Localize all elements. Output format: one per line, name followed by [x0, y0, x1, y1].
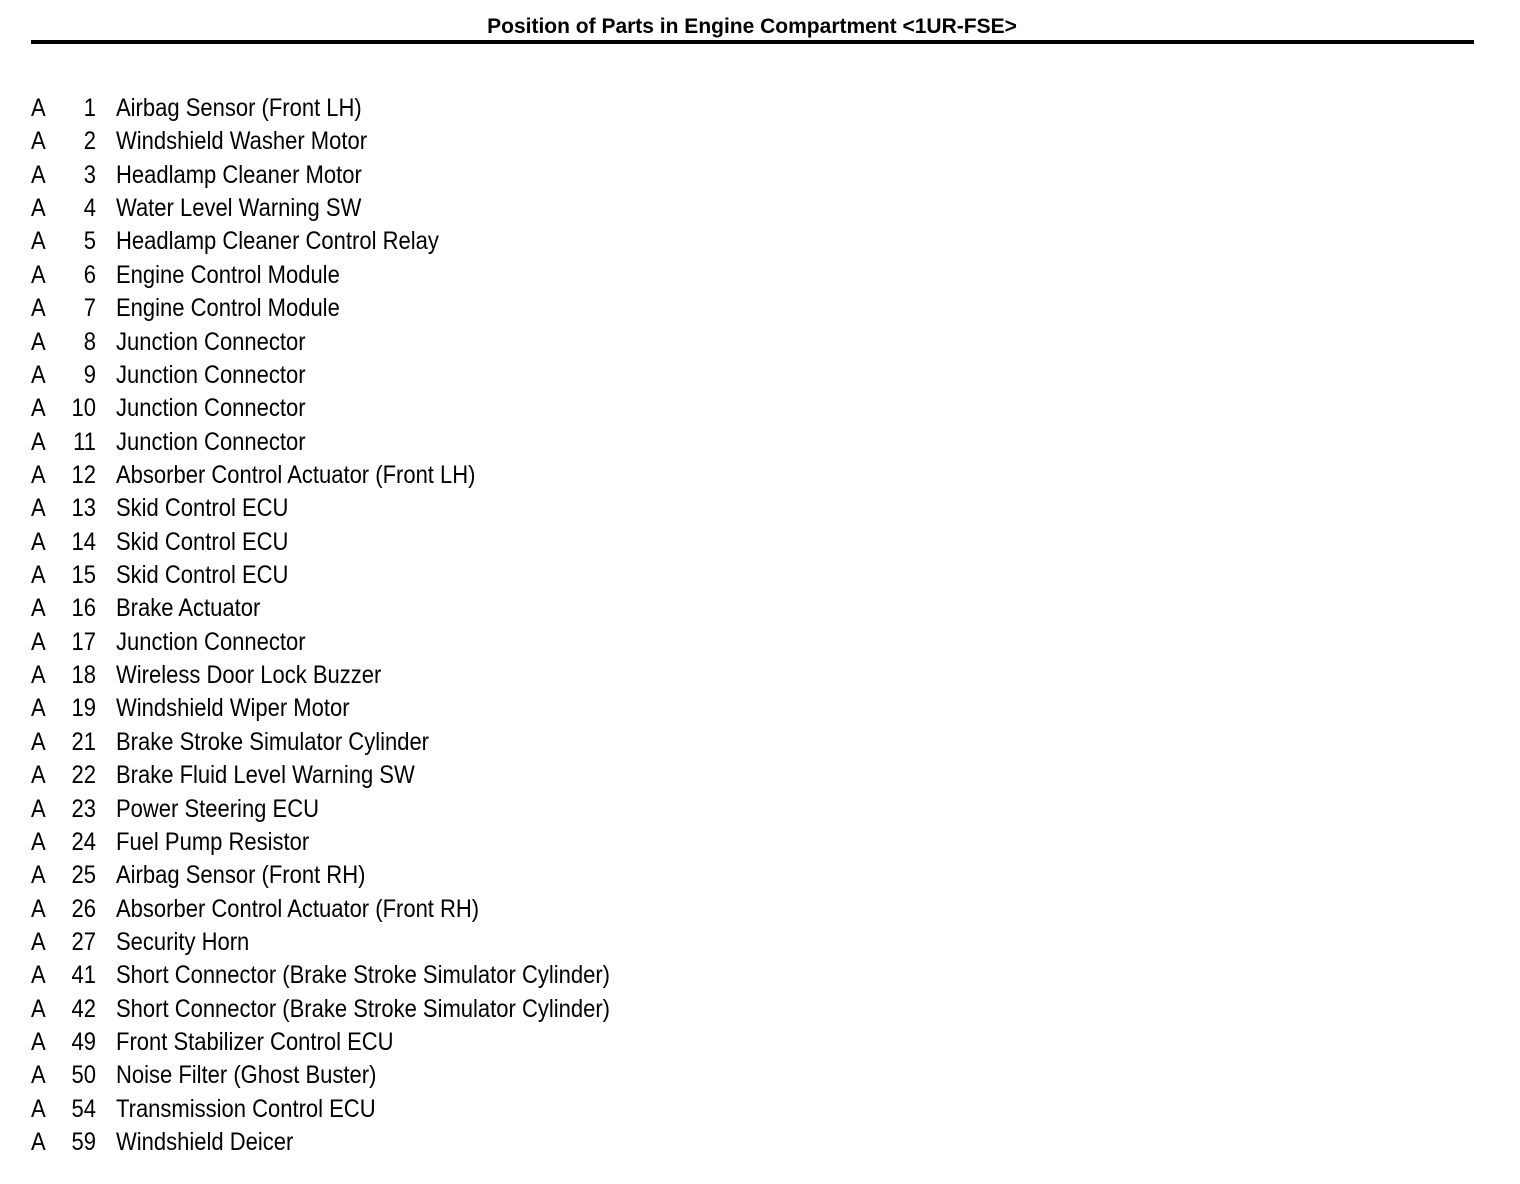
part-row: [0, 125, 900, 158]
part-code: A: [31, 1028, 46, 1057]
part-number: 50: [71, 1061, 96, 1090]
part-row: [0, 859, 900, 892]
part-row: [0, 659, 900, 692]
part-number: 23: [71, 794, 96, 823]
part-name: Engine Control Module: [116, 260, 340, 289]
part-code: A: [31, 694, 46, 723]
part-code: A: [31, 927, 46, 956]
part-row: [0, 993, 900, 1026]
part-code: A: [31, 1061, 46, 1090]
part-number: 5: [83, 227, 96, 256]
part-row: [0, 959, 900, 992]
part-code: A: [31, 594, 46, 623]
part-code: A: [31, 327, 46, 356]
part-row: [0, 1126, 900, 1159]
part-name: Absorber Control Actuator (Front RH): [116, 894, 480, 923]
part-number: 25: [71, 861, 96, 890]
part-number: 15: [71, 561, 96, 590]
part-code: A: [31, 160, 46, 189]
part-row: [0, 559, 900, 592]
part-code: A: [31, 127, 46, 156]
part-code: A: [31, 1094, 46, 1123]
part-number: 18: [71, 661, 96, 690]
part-name: Headlamp Cleaner Control Relay: [116, 227, 439, 256]
part-row: [0, 526, 900, 559]
part-code: A: [31, 727, 46, 756]
part-number: 54: [71, 1094, 96, 1123]
part-row: [0, 92, 900, 125]
part-number: 26: [71, 894, 96, 923]
part-number: 9: [83, 360, 96, 389]
part-row: [0, 793, 900, 826]
part-number: 59: [71, 1128, 96, 1157]
part-name: Skid Control ECU: [116, 561, 289, 590]
part-row: [0, 392, 900, 425]
part-code: A: [31, 194, 46, 223]
part-name: Skid Control ECU: [116, 494, 289, 523]
part-row: [0, 159, 900, 192]
part-number: 1: [83, 94, 96, 122]
part-name: Water Level Warning SW: [116, 194, 362, 223]
part-code: A: [31, 394, 46, 423]
part-number: 3: [83, 160, 96, 189]
part-row: [0, 826, 900, 859]
part-name: Power Steering ECU: [116, 794, 319, 823]
part-code: A: [31, 861, 46, 890]
part-code: A: [31, 94, 46, 122]
title-divider: [31, 40, 1474, 44]
part-number: 17: [71, 627, 96, 656]
part-name: Brake Stroke Simulator Cylinder: [116, 727, 430, 756]
part-name: Front Stabilizer Control ECU: [116, 1028, 394, 1057]
parts-list: [0, 92, 900, 1160]
part-code: A: [31, 761, 46, 790]
part-code: A: [31, 661, 46, 690]
part-row: [0, 726, 900, 759]
part-code: A: [31, 460, 46, 489]
part-code: A: [31, 360, 46, 389]
part-code: A: [31, 994, 46, 1023]
part-name: Short Connector (Brake Stroke Simulator Cylinder): [116, 994, 610, 1023]
part-name: Junction Connector: [116, 327, 306, 356]
part-code: A: [31, 961, 46, 990]
part-row: [0, 492, 900, 525]
part-code: A: [31, 827, 46, 856]
page-title: Position of Parts in Engine Compartment <1UR-FSE>: [487, 15, 1017, 38]
part-number: 42: [71, 994, 96, 1023]
part-name: Windshield Washer Motor: [116, 127, 368, 156]
part-code: A: [31, 561, 46, 590]
part-number: 12: [71, 460, 96, 489]
part-number: 21: [71, 727, 96, 756]
part-number: 13: [71, 494, 96, 523]
part-name: Brake Actuator: [116, 594, 261, 623]
part-row: [0, 692, 900, 725]
part-row: [0, 326, 900, 359]
part-row: [0, 359, 900, 392]
part-number: 41: [71, 961, 96, 990]
part-row: [0, 192, 900, 225]
part-name: Junction Connector: [116, 394, 306, 423]
part-row: [0, 759, 900, 792]
part-number: 19: [71, 694, 96, 723]
part-row: [0, 1059, 900, 1092]
part-name: Skid Control ECU: [116, 527, 289, 556]
part-code: A: [31, 1128, 46, 1157]
part-number: 16: [71, 594, 96, 623]
part-name: Security Horn: [116, 927, 250, 956]
part-name: Engine Control Module: [116, 294, 340, 323]
part-name: Fuel Pump Resistor: [116, 827, 310, 856]
part-row: [0, 259, 900, 292]
part-name: Junction Connector: [116, 360, 306, 389]
part-name: Junction Connector: [116, 427, 306, 456]
part-name: Noise Filter (Ghost Buster): [116, 1061, 377, 1090]
part-name: Headlamp Cleaner Motor: [116, 160, 362, 189]
part-code: A: [31, 294, 46, 323]
part-number: 2: [83, 127, 96, 156]
part-code: A: [31, 894, 46, 923]
part-row: [0, 426, 900, 459]
part-row: [0, 459, 900, 492]
part-code: A: [31, 794, 46, 823]
part-number: 6: [83, 260, 96, 289]
part-code: A: [31, 427, 46, 456]
part-name: Short Connector (Brake Stroke Simulator Cylinder): [116, 961, 610, 990]
part-name: Windshield Deicer: [116, 1128, 294, 1157]
part-row: [0, 592, 900, 625]
part-number: 24: [71, 827, 96, 856]
part-number: 8: [83, 327, 96, 356]
part-row: [0, 1093, 900, 1126]
part-number: 11: [73, 427, 96, 456]
part-row: [0, 626, 900, 659]
part-name: Brake Fluid Level Warning SW: [116, 761, 415, 790]
part-code: A: [31, 260, 46, 289]
part-number: 49: [71, 1028, 96, 1057]
part-row: [0, 292, 900, 325]
part-number: 14: [71, 527, 96, 556]
part-name: Airbag Sensor (Front RH): [116, 861, 366, 890]
part-number: 27: [71, 927, 96, 956]
part-name: Junction Connector: [116, 627, 306, 656]
part-row: [0, 926, 900, 959]
part-name: Absorber Control Actuator (Front LH): [116, 460, 476, 489]
part-name: Wireless Door Lock Buzzer: [116, 661, 382, 690]
part-number: 22: [71, 761, 96, 790]
part-row: [0, 893, 900, 926]
part-code: A: [31, 527, 46, 556]
part-name: Windshield Wiper Motor: [116, 694, 350, 723]
part-row: [0, 225, 900, 258]
part-number: 7: [83, 294, 96, 323]
part-number: 10: [71, 394, 96, 423]
part-row: [0, 1026, 900, 1059]
part-name: Transmission Control ECU: [116, 1094, 376, 1123]
part-number: 4: [83, 194, 96, 223]
part-code: A: [31, 227, 46, 256]
part-code: A: [31, 627, 46, 656]
part-code: A: [31, 494, 46, 523]
part-name: Airbag Sensor (Front LH): [116, 94, 362, 122]
